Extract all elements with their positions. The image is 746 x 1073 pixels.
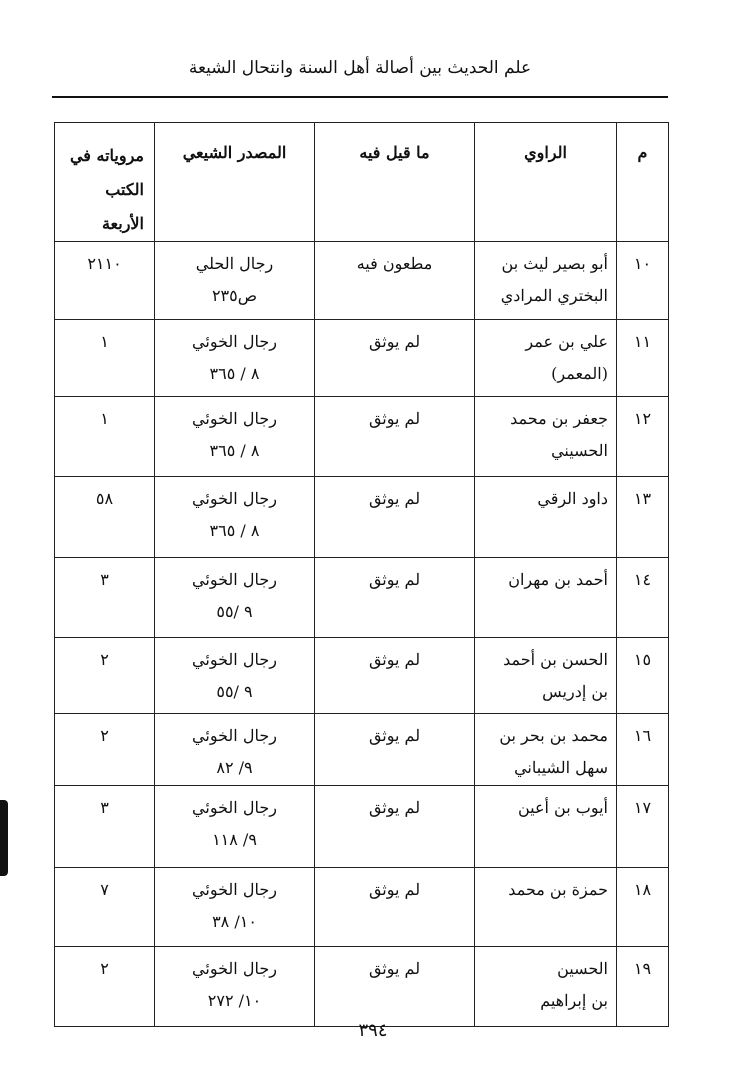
- narrators-table: [54, 122, 669, 1027]
- cell-source: [155, 242, 315, 320]
- source-ref-line: رجال الخوئي: [192, 409, 277, 428]
- source-ref-line: ٩/ ١١٨: [212, 830, 257, 849]
- header-divider: [52, 96, 668, 98]
- cell-verdict: لم يوثق: [315, 477, 475, 558]
- source-ref-line: ٨ / ٣٦٥: [209, 521, 260, 540]
- source-ref-line: رجال الحلي: [195, 254, 274, 273]
- narrator-name-line: جعفر بن محمد: [510, 409, 608, 428]
- cell-source: [155, 558, 315, 638]
- cell-num: ١٥: [617, 638, 669, 714]
- running-header-title: علم الحديث بين أصالة أهل السنة وانتحال الشيعة: [188, 58, 532, 78]
- cell-verdict: لم يوثق: [315, 638, 475, 714]
- cell-verdict: لم يوثق: [315, 714, 475, 786]
- table-row: [55, 947, 669, 1027]
- narrator-name-line: أبو بصير ليث بن: [501, 254, 608, 273]
- cell-narrator: [475, 638, 617, 714]
- cell-verdict: مطعون فيه: [315, 242, 475, 320]
- source-ref-line: ص٢٣٥: [211, 286, 258, 305]
- cell-source: [155, 868, 315, 947]
- narrator-name-line: أحمد بن مهران: [508, 570, 608, 589]
- header-num: م: [617, 123, 669, 242]
- cell-num: ١٣: [617, 477, 669, 558]
- narrator-name-line: محمد بن بحر بن: [499, 726, 608, 745]
- table-row: [55, 242, 669, 320]
- table-header-row: [55, 123, 669, 242]
- cell-source: [155, 477, 315, 558]
- narrator-name-line: (المعمر): [551, 364, 608, 383]
- narrator-name-line: الحسين: [557, 959, 608, 978]
- page-number: ٣٩٤: [358, 1020, 388, 1041]
- cell-narrator: [475, 714, 617, 786]
- narrator-name-line: بن إبراهيم: [540, 991, 608, 1010]
- narrator-name-line: الحسيني: [551, 441, 608, 460]
- source-ref-line: رجال الخوئي: [192, 650, 277, 669]
- cell-num: ١٦: [617, 714, 669, 786]
- source-ref-line: ٩ /٥٥: [216, 602, 253, 621]
- cell-source: [155, 786, 315, 868]
- cell-narrator: [475, 558, 617, 638]
- cell-narrations: ٣: [55, 558, 155, 638]
- cell-source: [155, 638, 315, 714]
- cell-verdict: لم يوثق: [315, 947, 475, 1027]
- narrator-name-line: داود الرقي: [537, 489, 608, 508]
- header-source: المصدر الشيعي: [155, 123, 315, 242]
- cell-source: [155, 397, 315, 477]
- source-ref-line: رجال الخوئي: [192, 959, 277, 978]
- table-row: [55, 786, 669, 868]
- cell-narrations: ٢: [55, 714, 155, 786]
- header-narrations-line: مروياته في: [69, 146, 144, 165]
- cell-source: [155, 320, 315, 397]
- cell-source: [155, 947, 315, 1027]
- cell-narrations: ٢١١٠: [55, 242, 155, 320]
- cell-narrator: [475, 242, 617, 320]
- source-ref-line: رجال الخوئي: [192, 570, 277, 589]
- source-ref-line: ١٠/ ٣٨: [212, 912, 257, 931]
- source-ref-line: ١٠/ ٢٧٢: [207, 991, 262, 1010]
- cell-narrator: [475, 397, 617, 477]
- cell-verdict: لم يوثق: [315, 868, 475, 947]
- cell-num: ١٠: [617, 242, 669, 320]
- table-row: [55, 868, 669, 947]
- cell-num: ١٧: [617, 786, 669, 868]
- source-ref-line: ٨ / ٣٦٥: [209, 364, 260, 383]
- narrator-name-line: البختري المرادي: [500, 286, 608, 305]
- table-row: [55, 714, 669, 786]
- cell-verdict: لم يوثق: [315, 320, 475, 397]
- scan-edge-mark: [0, 800, 8, 876]
- table-row: [55, 638, 669, 714]
- source-ref-line: رجال الخوئي: [192, 798, 277, 817]
- cell-num: ١٨: [617, 868, 669, 947]
- source-ref-line: ٩ /٥٥: [216, 682, 253, 701]
- source-ref-line: رجال الخوئي: [192, 489, 277, 508]
- cell-narrations: ٣: [55, 786, 155, 868]
- table-row: [55, 320, 669, 397]
- cell-narrations: ٢: [55, 947, 155, 1027]
- source-ref-line: ٨ / ٣٦٥: [209, 441, 260, 460]
- cell-narrations: ٧: [55, 868, 155, 947]
- source-ref-line: ٩/ ٨٢: [216, 758, 253, 777]
- cell-narrator: [475, 868, 617, 947]
- header-narrator: الراوي: [475, 123, 617, 242]
- table-row: [55, 558, 669, 638]
- source-ref-line: رجال الخوئي: [192, 332, 277, 351]
- cell-num: ١٤: [617, 558, 669, 638]
- cell-narrations: ١: [55, 320, 155, 397]
- narrator-name-line: بن إدريس: [542, 682, 608, 701]
- cell-narrator: [475, 786, 617, 868]
- cell-narrations: ١: [55, 397, 155, 477]
- narrator-name-line: حمزة بن محمد: [508, 880, 608, 899]
- header-narrations-line: الكتب الأربعة: [101, 180, 144, 233]
- cell-source: [155, 714, 315, 786]
- narrator-name-line: سهل الشيباني: [514, 758, 608, 777]
- table-row: [55, 397, 669, 477]
- cell-num: ١١: [617, 320, 669, 397]
- cell-num: ١٢: [617, 397, 669, 477]
- header-verdict: ما قيل فيه: [315, 123, 475, 242]
- narrator-name-line: أيوب بن أعين: [517, 798, 608, 817]
- cell-narrator: [475, 477, 617, 558]
- narrator-name-line: الحسن بن أحمد: [503, 650, 608, 669]
- source-ref-line: رجال الخوئي: [192, 726, 277, 745]
- table-row: [55, 477, 669, 558]
- cell-num: ١٩: [617, 947, 669, 1027]
- source-ref-line: رجال الخوئي: [192, 880, 277, 899]
- cell-narrations: ٥٨: [55, 477, 155, 558]
- cell-narrator: [475, 947, 617, 1027]
- cell-verdict: لم يوثق: [315, 397, 475, 477]
- header-narrations: [55, 123, 155, 242]
- narrator-name-line: علي بن عمر: [525, 332, 608, 351]
- cell-narrations: ٢: [55, 638, 155, 714]
- cell-narrator: [475, 320, 617, 397]
- cell-verdict: لم يوثق: [315, 558, 475, 638]
- cell-verdict: لم يوثق: [315, 786, 475, 868]
